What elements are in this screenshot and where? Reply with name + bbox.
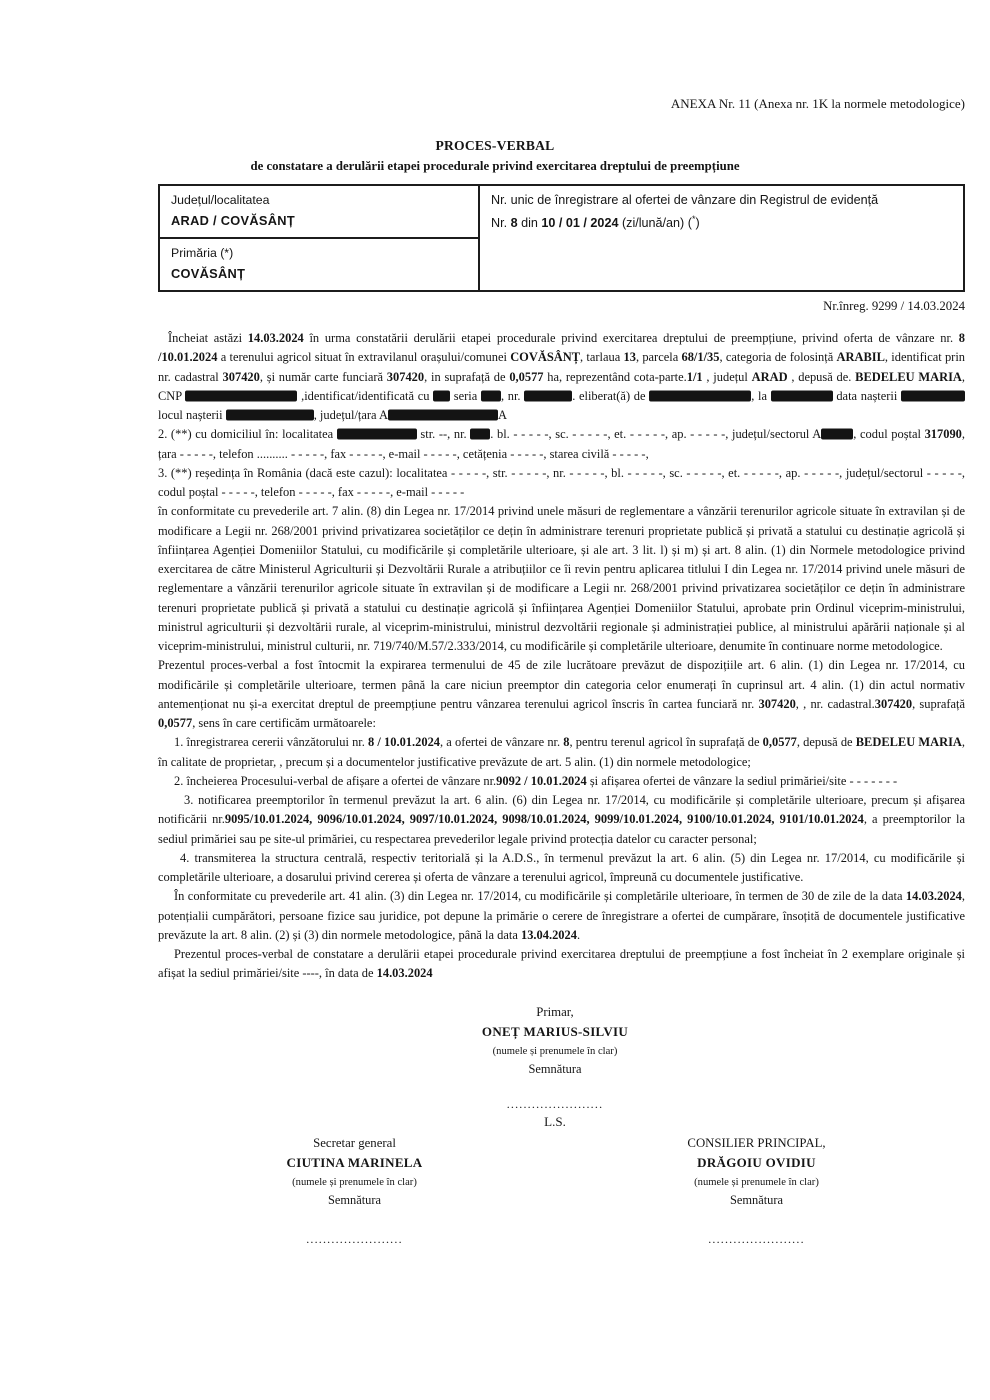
text-run: , parcela (635, 350, 682, 365)
text-run: 2. (**) cu domiciliul în: localitatea (158, 427, 337, 442)
secretar-signature-label: Semnătura (328, 1192, 381, 1207)
text-run: 307420 (758, 696, 796, 711)
text-run: , CNP (158, 369, 966, 403)
text-run: , depusă de. (787, 369, 856, 384)
redaction-bar (388, 410, 498, 421)
text-run: , suprafață (912, 696, 966, 711)
text-run: 13 (623, 350, 636, 365)
text-run: , în calitate de proprietar, , precum și a documentelor justificative prevăzute de art. 5 alin. (1) din normele metodologice; (158, 735, 965, 769)
text-run: COVĂSÂNȚ (510, 350, 581, 365)
redaction-bar (901, 390, 965, 401)
redaction-bar (481, 390, 501, 401)
redaction-bar (771, 390, 833, 401)
text-run: , județul/țara A (313, 408, 388, 422)
ls-stamp-label: L.S. (544, 1113, 566, 1129)
redaction-bar (226, 410, 314, 421)
body-paragraph (158, 502, 965, 656)
text-run: a terenului agricol situat în extravilanul orașului/comunei (217, 350, 511, 365)
text-run: , la (751, 388, 771, 403)
secretar-name-note: (numele și prenumele în clar) (292, 1176, 417, 1188)
redaction-bar (470, 429, 490, 440)
registration-table (158, 184, 965, 292)
text-run: , tarlaua (580, 350, 624, 365)
text-run: , categoria de folosință (719, 350, 837, 365)
text-run: , județul (702, 369, 752, 384)
body-paragraph (158, 791, 965, 849)
text-run: Prezentul proces-verbal de constatare a derulării etapei procedurale privind exercitarea dreptului de preempțiune a fost încheiat în 2 exemplare originale și afișat la sediul primăriei/site ----, în data de (158, 947, 965, 981)
document-subtitle: de constatare a derulării etapei procedurale privind exercitarea dreptului de preempțiune (250, 159, 740, 173)
text-run: BEDELEU MARIA (855, 735, 962, 750)
text-run: , a ofertei de vânzare nr. (440, 735, 564, 750)
text-run: 14.03.2024 (905, 889, 962, 904)
judet-label: Județul/localitatea (171, 193, 270, 207)
document-title: PROCES-VERBAL (435, 138, 555, 153)
signature-block-secretar (202, 1136, 507, 1247)
text-run: locul nașterii (158, 408, 226, 422)
text-run: 8 / 10.01.2024 (368, 735, 441, 750)
body-paragraph (158, 425, 965, 464)
signature-block-primar (0, 1005, 990, 1130)
text-run: În conformitate cu prevederile art. 41 alin. (3) din Legea nr. 17/2014, cu modificările și completările ulterioare, în termen de 30 de zile de la data (174, 889, 906, 904)
text-run: , sens în care certificăm următoarele: (192, 716, 376, 730)
text-run: Prezentul proces-verbal a fost întocmit la expirarea termenului de 45 de zile lucrătoare prevăzut de dispozițiile art. 6 alin. (1) din Legea nr. 17/2014, cu modificările și completările ulterioare, termen până la care niciun preemptor din categoria celor enumerați în cuprinsul art. 4 alin. (1) din actul normativ antemenționat nu și-a exercitat dreptul de preempțiune pentru vânzarea terenului agricol înscris în cartea funciară nr. (158, 658, 965, 711)
text-run: 317090 (924, 427, 962, 442)
secretar-signature-line: ....................... (306, 1231, 403, 1246)
registry-line2 (491, 213, 952, 230)
text-run: Nr. (491, 216, 511, 230)
consilier-signature-line: ....................... (708, 1231, 805, 1246)
text-run: în urma constatării derulării etapei procedurale privind exercitarea dreptului de preempțiune, privind oferta de vânzare nr. (303, 331, 959, 345)
text-run: , nr. (500, 388, 525, 403)
body-paragraph (158, 772, 965, 791)
body-paragraph (158, 887, 965, 945)
text-run: ) (695, 216, 700, 230)
body-paragraph (158, 656, 965, 733)
text-run: , codul poștal (853, 427, 925, 442)
text-run: . eliberat(ă) de (572, 388, 650, 403)
registry-number-cell (479, 185, 964, 291)
document-body (158, 329, 965, 984)
text-run: ,identificat/identificată cu (297, 388, 434, 403)
primar-role: Primar, (536, 1004, 574, 1019)
consilier-role: CONSILIER PRINCIPAL, (687, 1135, 826, 1150)
text-run: în conformitate cu prevederile art. 7 alin. (8) din Legea nr. 17/2014 privind unele măsuri de reglementare a vânzării terenurilor agricole situate în extravilan și de modificare a Legii nr. 268/2001 privind privatizarea societăților ce dețin în administrare terenuri proprietate publică și privată a statului cu destinație agricolă și înființarea Agenției Domeniilor Statului, cu modificările și completările ulterioare, și ale art. 3 lit. l) și m) și art. 8 alin. (1) din Normele metodologice privind exercitarea de către Ministerul Agriculturii și Dezvoltării Rurale a atribuțiilor ce îi revin pentru aplicarea titlului I din Legea nr. 17/2014 privind unele măsuri de reglementare a vânzării terenurilor agricole situate în extravilan și de modificare a Legii nr. 268/2001 privind privatizarea societăților ce dețin în administrare terenuri proprietate publică și privată a statului cu destinație agricolă și înființarea Agenției Domeniilor Statului, aprobate prin Ordinul viceprim-ministrului, ministrul agriculturii și dezvoltării rurale, al viceprim-ministrului, ministrul dezvoltării regionale și administrației publice, al ministrului apărării naționale și al viceprim-ministrului, ministrul culturii, nr. 719/740/M.57/2.333/2014, cu modificările și completările ulterioare, denumite în continuare norme metodologice. (158, 504, 965, 653)
secretar-name: CIUTINA MARINELA (286, 1154, 423, 1170)
text-run: 307420 (222, 369, 260, 384)
text-run: 307420 (386, 369, 425, 384)
text-run: , a preemptorilor la sediul primăriei sau pe site-ul primăriei, cu respectarea prevederilor legale privind protecția datelor cu caracter personal; (158, 812, 965, 846)
registry-line1: Nr. unic de înregistrare al ofertei de vânzare din Registrul de evidență (491, 193, 879, 207)
text-run: * (691, 213, 696, 224)
body-paragraph (158, 464, 965, 503)
text-run: , țara - - - - -, telefon .......... - - - - -, fax - - - - -, e-mail - - - - -, cetățenia - - - - -, starea civilă - - - - -, (158, 427, 965, 461)
body-paragraph (158, 945, 965, 984)
text-run: , depusă de (796, 735, 856, 750)
consilier-signature-label: Semnătura (730, 1192, 783, 1207)
text-run: 1/1 (686, 369, 703, 384)
text-run: . (576, 927, 581, 942)
text-run: , in suprafață de (424, 369, 510, 384)
registration-number-note: Nr.înreg. 9299 / 14.03.2024 (823, 299, 965, 313)
text-run: 0,0577 (158, 716, 193, 730)
body-paragraph (158, 329, 965, 425)
primar-name: ONEȚ MARIUS-SILVIU (481, 1023, 629, 1039)
primar-signature-line: ....................... (506, 1096, 604, 1111)
text-run: (zi/lună/an) ( (618, 216, 692, 230)
text-run: 8 /10.01.2024 (158, 331, 965, 365)
signature-block-consilier (604, 1136, 909, 1247)
primaria-value: COVĂSÂNȚ (171, 266, 246, 281)
signature-row (158, 1130, 965, 1247)
primar-signature-label: Semnătura (528, 1061, 582, 1076)
body-paragraph (158, 733, 965, 772)
judet-value: ARAD / COVĂSÂNȚ (171, 213, 295, 228)
text-run: , potențialii cumpărători, persoane fizice sau juridice, pot depune la primărie o cerere de înregistrare a ofertei de cumpărare, însoțită de documentele justificative prevăzute la art. 8 alin. (2) și (3) din normele metodologice, până la data (158, 889, 965, 942)
text-run: 8 (563, 735, 570, 750)
redaction-bar (524, 390, 572, 401)
text-run: 68/1/35 (681, 350, 720, 365)
text-run: , , nr. cadastral. (795, 696, 875, 711)
text-run: , identificat prin nr. cadastral (158, 350, 965, 384)
redaction-bar (433, 390, 450, 401)
text-run: din (517, 216, 542, 230)
text-run: 307420 (874, 696, 913, 711)
judet-cell (159, 185, 479, 238)
text-run: ha, reprezentând cota-parte. (543, 369, 687, 384)
consilier-name-note: (numele și prenumele în clar) (694, 1176, 819, 1188)
secretar-role: Secretar general (313, 1135, 396, 1150)
body-paragraph (158, 849, 965, 888)
text-run: 13.04.2024 (520, 927, 577, 942)
anexa-note: ANEXA Nr. 11 (Anexa nr. 1K la normele metodologice) (670, 96, 965, 111)
text-run: Încheiat astăzi (168, 331, 248, 345)
text-run: 2. încheierea Procesului-verbal de afișare a ofertei de vânzare nr. (174, 773, 497, 788)
redaction-bar (821, 429, 853, 440)
text-run: ARAD (751, 369, 788, 384)
primaria-cell (159, 238, 479, 291)
text-run: . bl. - - - - -, sc. - - - - -, et. - - - - -, ap. - - - - -, județul/sectorul A (490, 427, 822, 442)
consilier-name: DRĂGOIU OVIDIU (697, 1154, 816, 1170)
text-run: 9092 / 10.01.2024 (496, 773, 587, 788)
text-run: 1. înregistrarea cererii vânzătorului nr. (174, 735, 369, 750)
text-run: 0,0577 (509, 369, 544, 384)
text-run: seria (450, 388, 481, 403)
text-run: 14.03.2024 (247, 331, 304, 345)
text-run: 3. notificarea preemptorilor în termenul prevăzut la art. 6 alin. (6) din Legea nr. 17/2014, cu modificările și completările ulterioare, precum și afișarea notificării nr. (158, 793, 965, 827)
text-run: BEDELEU MARIA (855, 369, 962, 384)
text-run: 4. transmiterea la structura centrală, respectiv teritorială și la A.D.S., în termenul prevăzut la art. 6 alin. (5) din Legea nr. 17/2014, cu modificările și completările ulterioare, a dosarului privind cererea și oferta de vânzare a terenului agricol, împreună cu documentele justificative. (158, 850, 965, 884)
text-run: 10 / 01 / 2024 (541, 216, 619, 230)
text-run: 14.03.2024 (376, 966, 433, 981)
primar-name-note: (numele și prenumele în clar) (492, 1045, 618, 1057)
text-run: , și număr carte funciară (259, 369, 387, 384)
text-run: str. --, nr. (416, 427, 471, 442)
primaria-label: Primăria (*) (171, 246, 234, 260)
text-run: 3. (**) reședința în România (dacă este cazul): localitatea - - - - -, str. - - - - -, nr. - - - - -, bl. - - - - -, sc. - - - - -, et. - - - - -, ap. - - - - -, județul/sectorul - - - - -, codul poștal - - - - -, telefon - - - - -, fax - - - - -, e-mail - - - - - (158, 465, 965, 499)
text-run: 0,0577 (762, 735, 797, 750)
text-run: ARABIL (836, 350, 885, 365)
text-run: 9095/10.01.2024, 9096/10.01.2024, 9097/10.01.2024, 9098/10.01.2024, 9099/10.01.2024, 9100/10.01.2024, 9101/10.01.2024 (224, 812, 864, 827)
text-run: A (497, 408, 507, 422)
text-run: 8 (510, 216, 518, 230)
text-run: , pentru terenul agricol în suprafață de (569, 735, 763, 750)
text-run: și afișarea ofertei de vânzare la sediul primăriei/site - - - - - - - (586, 773, 898, 788)
redaction-bar (649, 390, 751, 401)
redaction-bar (337, 429, 417, 440)
redaction-bar (185, 390, 297, 401)
text-run: data nașterii (832, 388, 902, 403)
